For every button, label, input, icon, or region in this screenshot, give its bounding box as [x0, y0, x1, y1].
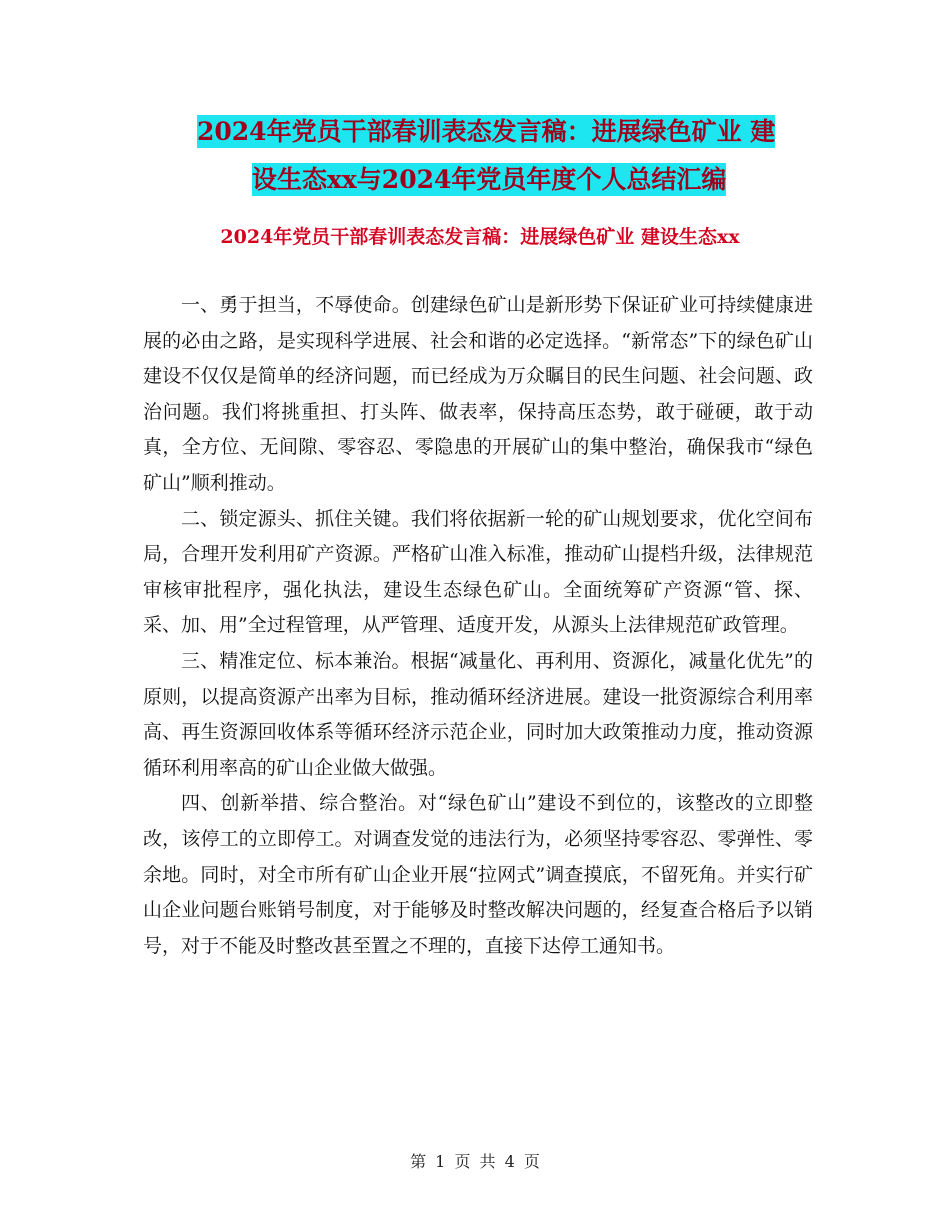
title-highlight: 设生态xx与2024年党员年度个人总结汇编 [252, 165, 727, 194]
document-title [140, 108, 820, 204]
document-title-line-2 [140, 156, 820, 204]
paragraph-3: 三、精准定位、标本兼治。根据“减量化、再利用、资源化，减量化优先”的原则，以提高资源产出率为目标，推动循环经济进展。建设一批资源综合利用率高、再生资源回收体系等循环经济示范企业，同时加大政策推动力度，推动资源循环利用率高的矿山企业做大做强。 [143, 649, 813, 779]
paragraph-2: 二、锁定源头、抓住关键。我们将依据新一轮的矿山规划要求，优化空间布局，合理开发利用矿产资源。严格矿山准入标准，推动矿山提档升级，法律规范审核审批程序，强化执法，建设生态绿色矿山。全面统筹矿产资源“管、探、采、加、用”全过程管理，从严管理、适度开发，从源头上法律规范矿政管理。 [143, 507, 813, 637]
page-footer: 第 1 页 共 4 页 [410, 1152, 540, 1171]
paragraph-1: 一、勇于担当，不辱使命。创建绿色矿山是新形势下保证矿业可持续健康进展的必由之路，是实现科学进展、社会和谐的必定选择。“新常态”下的绿色矿山建设不仅仅是简单的经济问题，而已经成为万众瞩目的民生问题、社会问题、政治问题。我们将挑重担、打头阵、做表率，保持高压态势，敢于碰硬，敢于动真，全方位、无间隙、零容忍、零隐患的开展矿山的集中整治，确保我市“绿色矿山”顺利推动。 [143, 294, 813, 494]
document-title-line-1 [140, 108, 820, 156]
paragraph-4: 四、创新举措、综合整治。对“绿色矿山”建设不到位的，该整改的立即整改，该停工的立即停工。对调查发觉的违法行为，必须坚持零容忍、零弹性、零余地。同时，对全市所有矿山企业开展“拉网式”调查摸底，不留死角。并实行矿山企业问题台账销号制度，对于能够及时整改解决问题的，经复查合格后予以销号，对于不能及时整改甚至置之不理的，直接下达停工通知书。 [143, 792, 813, 957]
section-title: 2024年党员干部春训表态发言稿：进展绿色矿业 建设生态xx [220, 226, 740, 248]
title-highlight: 2024年党员干部春训表态发言稿：进展绿色矿业 建 [197, 117, 776, 146]
document-body [143, 288, 813, 964]
